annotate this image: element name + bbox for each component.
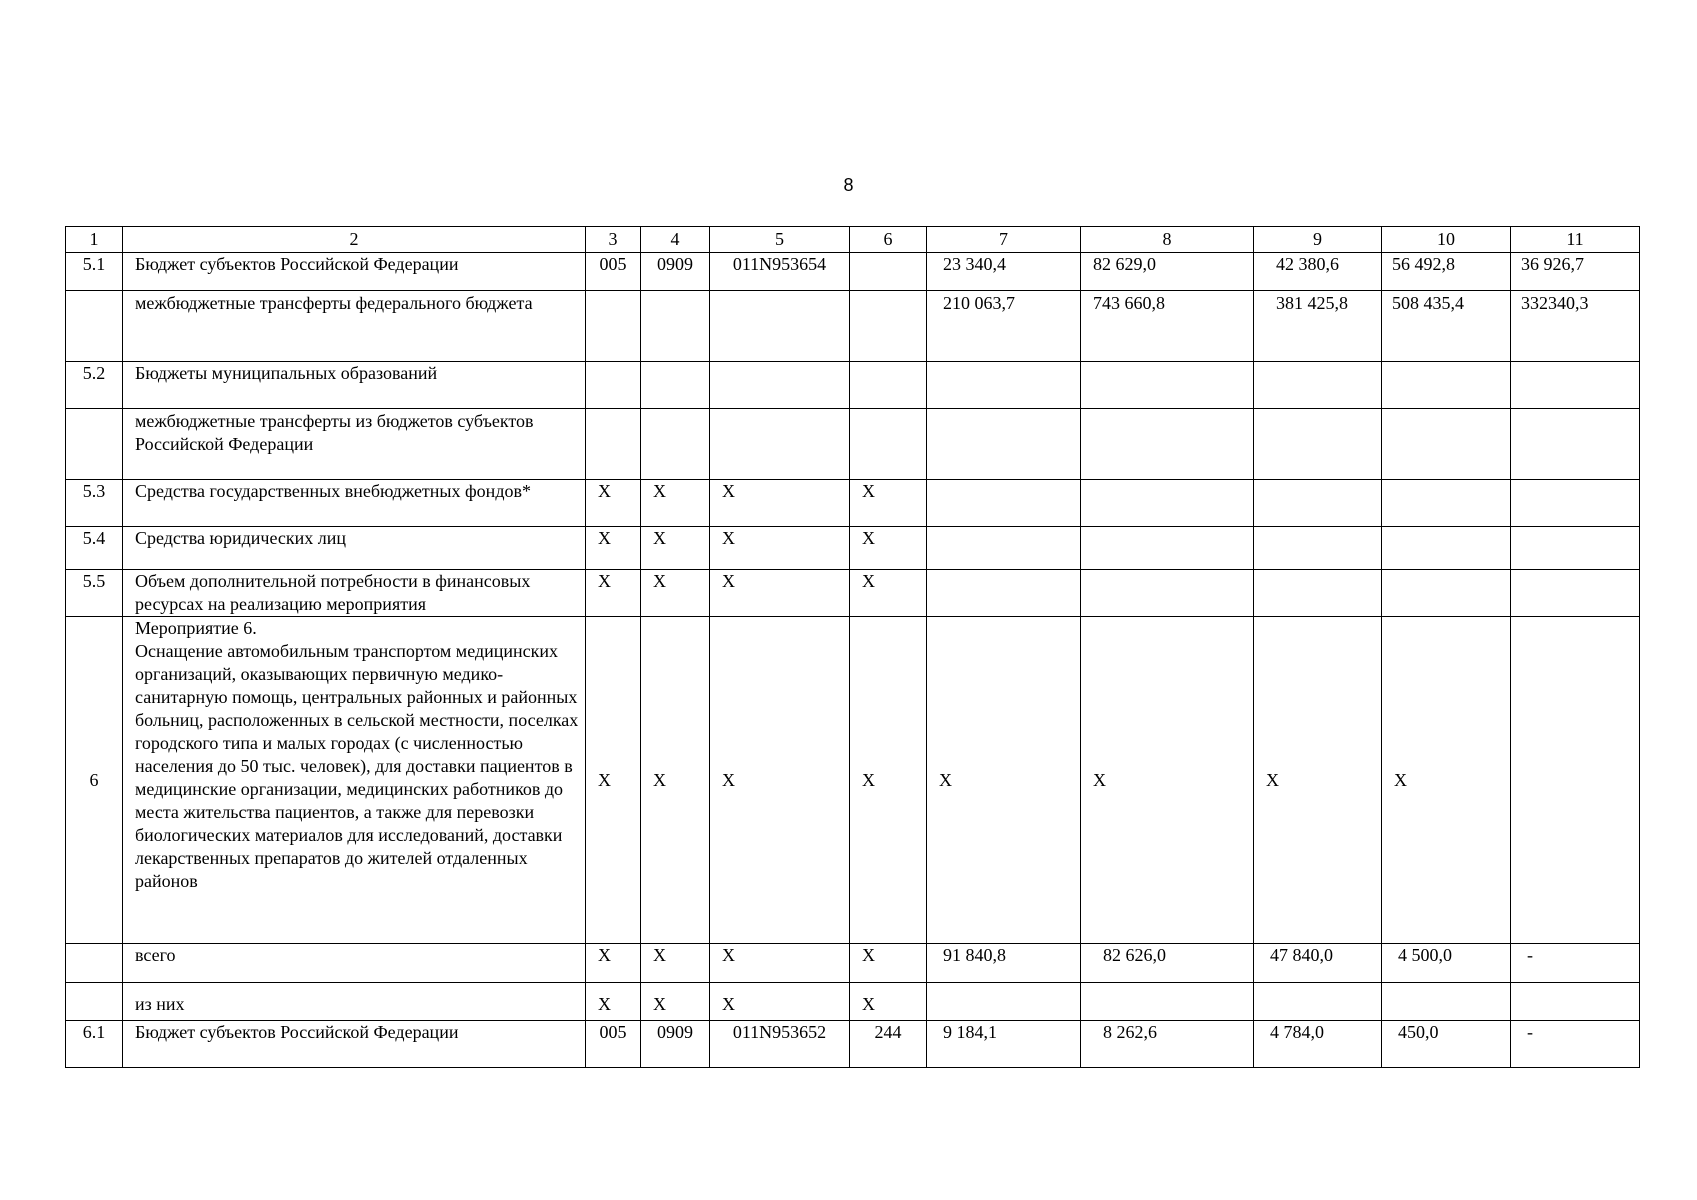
cell: 82 629,0	[1081, 253, 1254, 291]
cell: 0909	[641, 1021, 710, 1068]
cell: X	[641, 983, 710, 1021]
cell: X	[710, 944, 850, 983]
cell: 36 926,7	[1511, 253, 1640, 291]
cell	[641, 409, 710, 480]
cell: X	[641, 944, 710, 983]
cell	[850, 362, 927, 409]
cell	[1382, 480, 1511, 527]
table-row	[66, 944, 1640, 983]
cell	[586, 362, 641, 409]
header-cell: 4	[641, 227, 710, 253]
row-name: Бюджет субъектов Российской Федерации	[123, 1021, 586, 1068]
page-number: 8	[843, 175, 854, 195]
cell	[850, 409, 927, 480]
table-row	[66, 362, 1640, 409]
cell: X	[586, 570, 641, 617]
cell	[1511, 617, 1640, 944]
cell: 42 380,6	[1254, 253, 1382, 291]
cell: X	[586, 944, 641, 983]
cell	[1254, 362, 1382, 409]
cell	[1511, 362, 1640, 409]
budget-table	[65, 226, 1640, 1068]
cell	[1254, 983, 1382, 1021]
cell: X	[1254, 617, 1382, 944]
cell	[1081, 362, 1254, 409]
cell: 23 340,4	[927, 253, 1081, 291]
cell: X	[641, 570, 710, 617]
header-cell: 11	[1511, 227, 1640, 253]
cell: 210 063,7	[927, 291, 1081, 362]
cell	[710, 291, 850, 362]
header-row	[66, 227, 1640, 253]
row-number: 5.4	[66, 527, 123, 570]
cell	[641, 291, 710, 362]
header-cell: 10	[1382, 227, 1511, 253]
cell	[710, 362, 850, 409]
cell: -	[1511, 1021, 1640, 1068]
cell: X	[850, 570, 927, 617]
row-name: всего	[123, 944, 586, 983]
cell: 47 840,0	[1254, 944, 1382, 983]
cell: X	[850, 944, 927, 983]
table-row	[66, 253, 1640, 291]
row-number: 5.5	[66, 570, 123, 617]
header-cell: 9	[1254, 227, 1382, 253]
row-name: Мероприятие 6. Оснащение автомобильным транспортом медицинских организаций, оказывающих первичную медико-санитарную помощь, центральных районных и районных больниц, расположенных в сельской местности, поселках городского типа и малых городах (с численностью населения до 50 тыс. человек), для доставки пациентов в медицинские организации, медицинских работников до места жительства пациентов, а также для перевозки биологических материалов для исследований, доставки лекарственных препаратов до жителей отдаленных районов	[123, 617, 586, 944]
row-name: Объем дополнительной потребности в финансовых ресурсах на реализацию мероприятия	[123, 570, 586, 617]
table-row	[66, 409, 1640, 480]
header-cell: 2	[123, 227, 586, 253]
cell	[1511, 480, 1640, 527]
cell: 4 784,0	[1254, 1021, 1382, 1068]
cell: -	[1511, 944, 1640, 983]
cell	[927, 409, 1081, 480]
cell: 56 492,8	[1382, 253, 1511, 291]
cell: X	[641, 617, 710, 944]
cell: 508 435,4	[1382, 291, 1511, 362]
table-row	[66, 291, 1640, 362]
cell: 8 262,6	[1081, 1021, 1254, 1068]
cell: 332340,3	[1511, 291, 1640, 362]
cell	[850, 253, 927, 291]
header-cell: 5	[710, 227, 850, 253]
cell: X	[850, 617, 927, 944]
cell: 005	[586, 1021, 641, 1068]
cell	[850, 291, 927, 362]
table-row	[66, 1021, 1640, 1068]
row-name: Бюджеты муниципальных образований	[123, 362, 586, 409]
table-row	[66, 570, 1640, 617]
header-cell: 8	[1081, 227, 1254, 253]
cell: 381 425,8	[1254, 291, 1382, 362]
cell: X	[586, 617, 641, 944]
cell	[1254, 527, 1382, 570]
cell: X	[641, 480, 710, 527]
cell: 011N953652	[710, 1021, 850, 1068]
header-cell: 1	[66, 227, 123, 253]
cell	[1254, 409, 1382, 480]
cell	[1254, 570, 1382, 617]
cell: 244	[850, 1021, 927, 1068]
cell	[641, 362, 710, 409]
cell: 0909	[641, 253, 710, 291]
header-cell: 7	[927, 227, 1081, 253]
cell	[586, 409, 641, 480]
cell	[927, 362, 1081, 409]
table-row	[66, 527, 1640, 570]
cell	[710, 409, 850, 480]
table-row	[66, 480, 1640, 527]
cell	[927, 983, 1081, 1021]
cell: X	[850, 983, 927, 1021]
cell	[1081, 527, 1254, 570]
cell: X	[1382, 617, 1511, 944]
row-number	[66, 291, 123, 362]
cell	[586, 291, 641, 362]
row-number: 5.3	[66, 480, 123, 527]
cell: X	[586, 480, 641, 527]
table-row	[66, 617, 1640, 944]
row-number	[66, 983, 123, 1021]
cell	[1382, 983, 1511, 1021]
row-number	[66, 409, 123, 480]
cell: 743 660,8	[1081, 291, 1254, 362]
row-name: межбюджетные трансферты из бюджетов субъектов Российской Федерации	[123, 409, 586, 480]
cell: 9 184,1	[927, 1021, 1081, 1068]
cell	[1382, 527, 1511, 570]
row-name: из них	[123, 983, 586, 1021]
cell: X	[641, 527, 710, 570]
cell	[1081, 480, 1254, 527]
cell	[1254, 480, 1382, 527]
cell: 91 840,8	[927, 944, 1081, 983]
row-name: межбюджетные трансферты федерального бюджета	[123, 291, 586, 362]
cell	[927, 570, 1081, 617]
cell: 4 500,0	[1382, 944, 1511, 983]
cell: 005	[586, 253, 641, 291]
cell	[1511, 409, 1640, 480]
cell: X	[850, 480, 927, 527]
row-number: 5.2	[66, 362, 123, 409]
cell: 82 626,0	[1081, 944, 1254, 983]
cell	[1511, 570, 1640, 617]
cell	[1511, 527, 1640, 570]
cell	[1382, 409, 1511, 480]
cell: X	[586, 527, 641, 570]
header-cell: 3	[586, 227, 641, 253]
row-name: Бюджет субъектов Российской Федерации	[123, 253, 586, 291]
row-number	[66, 944, 123, 983]
cell: X	[710, 983, 850, 1021]
cell: X	[1081, 617, 1254, 944]
cell	[1081, 983, 1254, 1021]
cell	[1081, 570, 1254, 617]
cell: X	[586, 983, 641, 1021]
cell: X	[710, 480, 850, 527]
row-name: Средства государственных внебюджетных фондов*	[123, 480, 586, 527]
cell: X	[850, 527, 927, 570]
cell: X	[710, 570, 850, 617]
row-name: Средства юридических лиц	[123, 527, 586, 570]
cell	[1511, 983, 1640, 1021]
cell: X	[927, 617, 1081, 944]
cell: X	[710, 617, 850, 944]
row-number: 6.1	[66, 1021, 123, 1068]
cell	[927, 527, 1081, 570]
row-number: 5.1	[66, 253, 123, 291]
cell: 450,0	[1382, 1021, 1511, 1068]
cell	[1081, 409, 1254, 480]
cell: X	[710, 527, 850, 570]
row-number: 6	[66, 617, 123, 944]
header-cell: 6	[850, 227, 927, 253]
cell: 011N953654	[710, 253, 850, 291]
cell	[927, 480, 1081, 527]
cell	[1382, 362, 1511, 409]
cell	[1382, 570, 1511, 617]
table-row	[66, 983, 1640, 1021]
